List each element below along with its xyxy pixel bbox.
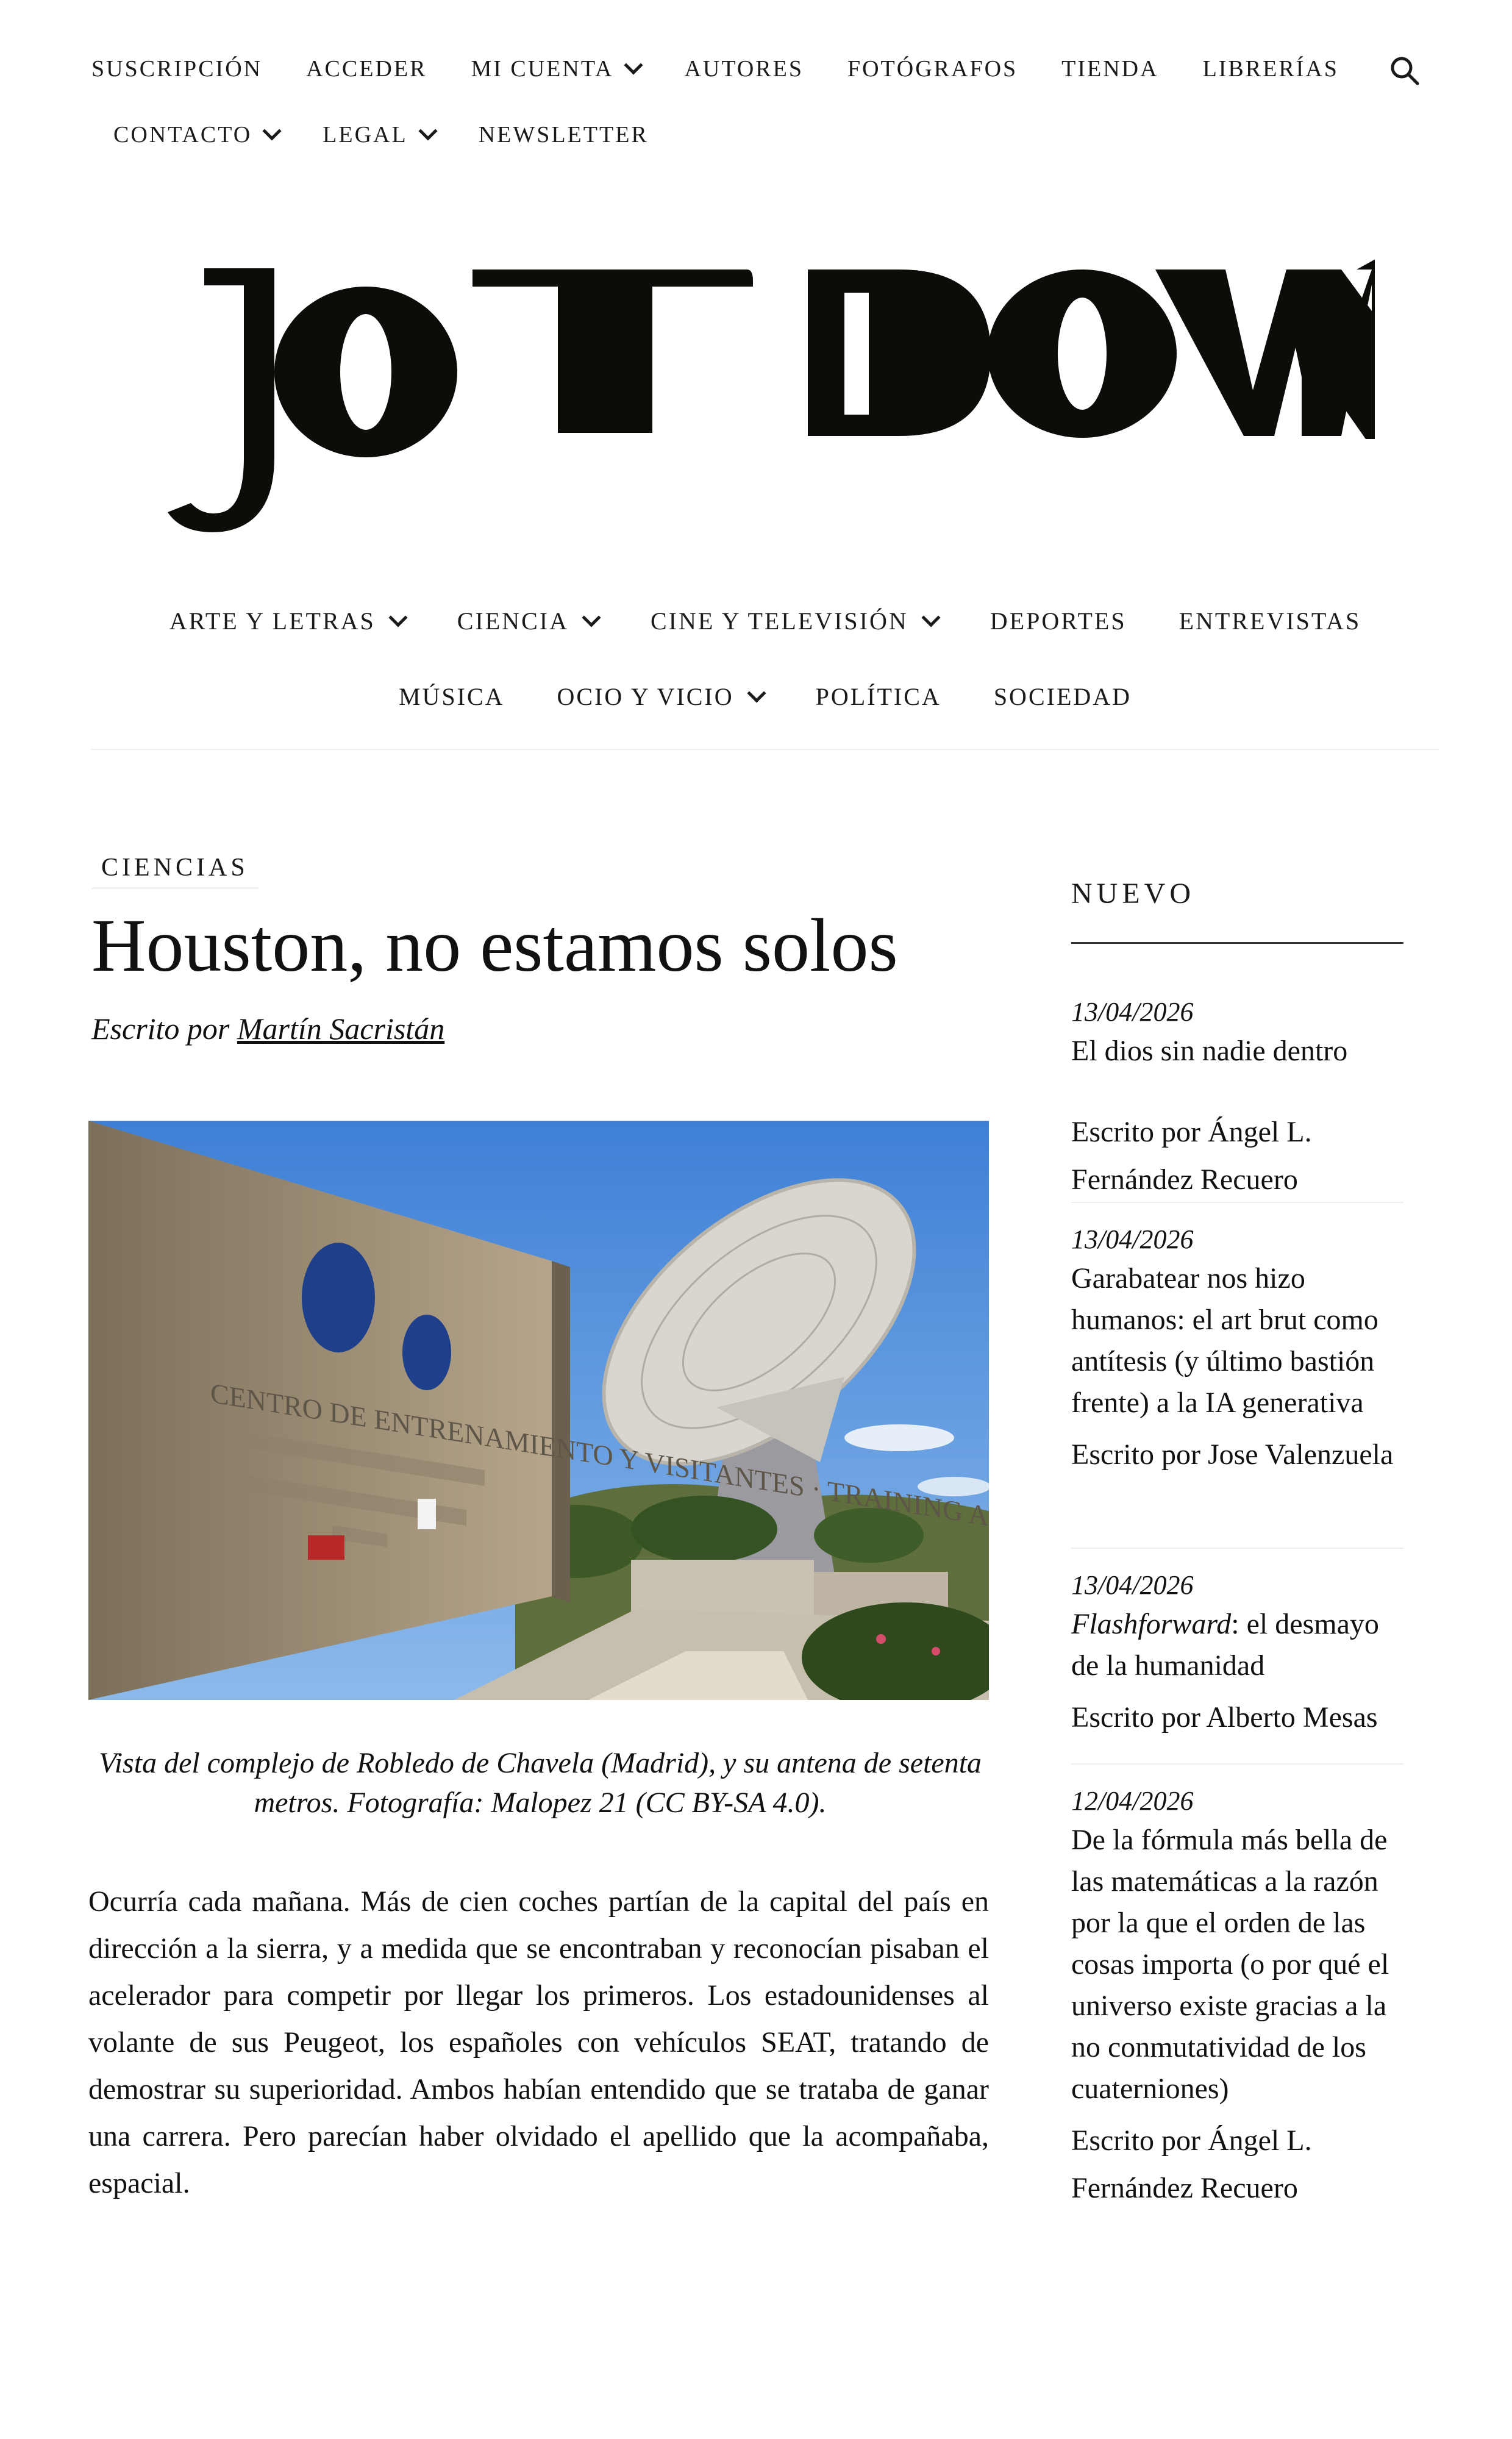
main-nav-item-deportes[interactable] [990,607,1127,635]
sidebar-post [1071,1549,1403,1765]
top-nav-label: LEGAL [323,122,408,148]
top-nav-list [91,43,1402,174]
main-nav-label: POLÍTICA [815,683,941,710]
top-nav-item-acceder[interactable] [306,43,427,109]
sidebar-post [1071,1765,1403,2212]
author-link[interactable]: Martín Sacristán [237,1012,445,1046]
top-nav-item-newsletter[interactable] [479,109,649,174]
main-nav-label: CIENCIA [457,607,569,635]
top-nav-label: MI CUENTA [471,56,614,82]
sidebar [1071,871,1403,2212]
main-nav-label: ENTREVISTAS [1179,607,1361,635]
main-nav-item-arte-y-letras[interactable] [169,607,405,635]
top-nav-label: FOTÓGRAFOS [847,56,1018,82]
top-nav-item-tienda[interactable] [1061,43,1158,109]
top-nav-item-fotografos[interactable] [847,43,1018,109]
chevron-down-icon [263,121,282,140]
post-date: 13/04/2026 [1071,1570,1194,1600]
chevron-down-icon [624,55,643,74]
chevron-down-icon [582,608,601,627]
post-title-link[interactable]: De la fórmula más bella de las matemáticas a la razón por la que el orden de las cosas importa (o por qué el universo existe gracias a la no conmutatividad de los cuaterniones) [1071,1824,1389,2105]
main-nav-label: CINE Y TELEVISIÓN [650,607,908,635]
main-nav-label: OCIO Y VICIO [557,683,734,710]
chevron-down-icon [747,684,766,702]
post-title-italic: Flashforward [1071,1608,1232,1640]
post-title-link[interactable]: El dios sin nadie dentro [1071,1035,1348,1067]
main-nav-row [91,607,1439,682]
sidebar-post [1071,1203,1403,1549]
main-nav-row [91,682,1439,758]
chevron-down-icon [418,121,437,140]
top-nav-item-librerias[interactable] [1203,43,1339,109]
post-title-link[interactable] [1071,1604,1403,1687]
top-nav-item-contacto[interactable] [113,109,279,174]
top-nav-label: AUTORES [684,56,804,82]
top-nav-label: TIENDA [1061,56,1159,82]
main-nav-item-ciencia[interactable] [457,607,598,635]
main-nav-item-politica[interactable] [816,682,941,711]
chevron-down-icon [388,608,407,627]
top-nav [91,43,1433,174]
hero-image [88,1121,989,1700]
main-nav-label: DEPORTES [990,607,1127,635]
post-author: Escrito por Jose Valenzuela [1071,1438,1394,1471]
post-date: 12/04/2026 [1071,1786,1194,1816]
main-nav-label: SOCIEDAD [993,683,1132,710]
post-title-rest: : el desmayo de la humanidad [1071,1608,1379,1682]
top-nav-item-legal[interactable] [323,109,435,174]
main-nav-item-entrevistas[interactable] [1179,607,1361,635]
post-author: Escrito por Ángel L. Fernández Recuero [1071,1116,1312,1196]
post-author: Escrito por Alberto Mesas [1071,1701,1378,1734]
top-nav-label: ACCEDER [306,56,427,82]
main-nav-item-sociedad[interactable] [994,682,1132,711]
article-body: Ocurría cada mañana. Más de cien coches partían de la capital del país en dirección a la sierra, y a medida que se encontraban y reconocían pisaban el acelerador para competir por llegar los primeros. Los estadounidenses al volante de sus Peugeot, los españoles con vehículos SEAT, tratando de demostrar su superioridad. Ambos habían entendido que se trataba de ganar una carrera. Pero parecían haber olvidado el apellido que la acompañaba, espacial. [88,1885,989,2199]
top-nav-label: LIBRERÍAS [1202,56,1339,82]
top-nav-label: SUSCRIPCIÓN [91,56,263,82]
main-nav-item-cine-y-television[interactable] [651,607,938,635]
top-nav-item-autores[interactable] [684,43,804,109]
byline-prefix: Escrito por [91,1012,230,1046]
article-category-link[interactable]: CIENCIAS [91,849,259,889]
post-date: 13/04/2026 [1071,997,1194,1027]
top-nav-item-suscripcion[interactable] [91,43,262,109]
top-nav-label: CONTACTO [113,122,252,148]
sidebar-heading: NUEVO [1071,871,1403,944]
article-byline [91,1011,444,1046]
top-nav-item-mi-cuenta[interactable] [471,43,640,109]
top-nav-label: NEWSLETTER [478,122,649,148]
article-title: Houston, no estamos solos [91,904,898,987]
main-nav-item-ocio-y-vicio[interactable] [557,682,763,711]
nav-divider [91,749,1439,750]
site-logo[interactable] [162,256,1375,543]
post-author: Escrito por Ángel L. Fernández Recuero [1071,2124,1312,2204]
main-nav-item-musica[interactable] [399,682,505,711]
image-caption: Vista del complejo de Robledo de Chavela (Madrid), y su antena de setenta metros. Fotografía: Malopez 21 (CC BY-SA 4.0). [98,1747,982,1819]
post-title-link[interactable]: Garabatear nos hizo humanos: el art brut como antítesis (y último bastión frente) a la IA generativa [1071,1262,1378,1419]
chevron-down-icon [921,608,940,627]
post-date: 13/04/2026 [1071,1224,1194,1254]
main-nav [91,607,1439,758]
main-nav-label: ARTE Y LETRAS [169,607,376,635]
search-icon[interactable] [1389,55,1421,87]
sidebar-post [1071,944,1403,1203]
main-nav-label: MÚSICA [398,683,505,710]
